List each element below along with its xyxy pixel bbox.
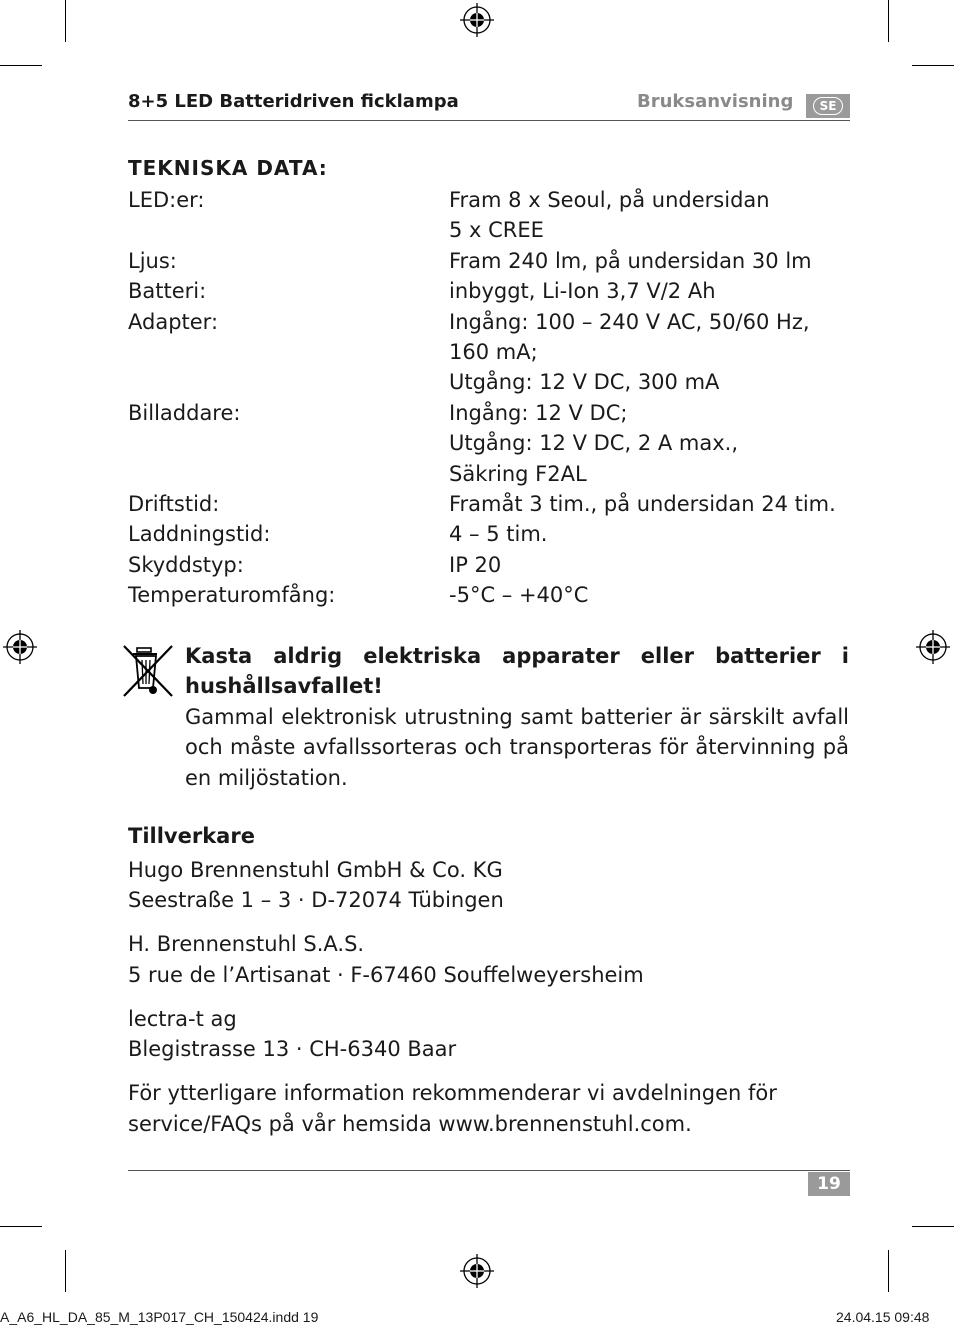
notice-heading: Kasta aldrig elektriska apparater eller batterier i (185, 644, 849, 668)
company-address: Seestraße 1 – 3 · D-72074 Tübingen (128, 888, 504, 912)
language-code: SE (813, 97, 844, 115)
info-text: service/FAQs på vår hemsida www.brennenstuhl.com. (128, 1112, 692, 1136)
spec-value (449, 276, 850, 306)
spec-value (449, 489, 850, 519)
manufacturer-title: Tillverkare (128, 824, 255, 848)
spec-value-line: 5 x CREE (449, 218, 544, 243)
spec-value-line: Säkring F2AL (449, 461, 587, 486)
crop-mark (65, 0, 66, 42)
language-badge (806, 94, 850, 118)
spec-label: Adapter: (128, 309, 219, 334)
crop-mark (65, 1250, 66, 1292)
spec-value-line: 4 – 5 tim. (449, 522, 548, 547)
spec-value (449, 185, 850, 246)
print-slug-file: A_A6_HL_DA_85_M_13P017_CH_150424.indd 19 (0, 1309, 319, 1325)
spec-value-line: Fram 240 lm, på undersidan 30 lm (449, 248, 812, 273)
spec-row (128, 580, 850, 610)
spec-value-line: Ingång: 100 – 240 V AC, 50/60 Hz, (449, 309, 810, 334)
spec-value-line: 160 mA; (449, 340, 538, 365)
registration-mark-icon (916, 630, 950, 664)
notice-body: Gammal elektronisk utrustning samt batterier är särskilt avfall och måste avfallssorteras och transporteras för återvinning på en miljöstation. (185, 704, 849, 790)
crop-mark (0, 1226, 42, 1227)
company-address: 5 rue de l’Artisanat · F-67460 Souffelweyersheim (128, 963, 644, 987)
footer-divider (128, 1170, 850, 1171)
spec-value (449, 580, 850, 610)
specs-title: TEKNISKA DATA: (128, 156, 328, 180)
spec-value-line: Utgång: 12 V DC, 2 A max., (449, 431, 738, 456)
spec-label: Skyddstyp: (128, 552, 244, 577)
spec-label: Laddningstid: (128, 522, 271, 547)
crop-mark (888, 0, 889, 42)
notice-heading: hushållsavfallet! (185, 674, 383, 699)
company-name: H. Brennenstuhl S.A.S. (128, 932, 365, 956)
spec-value-line: Ingång: 12 V DC; (449, 400, 628, 425)
company-address: Blegistrasse 13 · CH-6340 Baar (128, 1037, 457, 1061)
crop-mark (912, 65, 954, 66)
spec-row (128, 185, 850, 246)
page-number: 19 (808, 1172, 850, 1196)
spec-value (449, 398, 850, 489)
company-name: lectra-t ag (128, 1007, 237, 1031)
spec-value-line: inbyggt, Li-Ion 3,7 V/2 Ah (449, 279, 716, 304)
info-text: För ytterligare information rekommenderar vi avdelningen för (128, 1081, 777, 1105)
spec-label: Temperaturomfång: (128, 583, 336, 608)
spec-row (128, 307, 850, 398)
spec-value (449, 550, 850, 580)
crop-mark (912, 1226, 954, 1227)
crossed-bin-icon (122, 644, 174, 698)
specs-table (128, 185, 850, 611)
spec-row (128, 550, 850, 580)
spec-value-line: Fram 8 x Seoul, på undersidan (449, 188, 770, 212)
spec-row (128, 519, 850, 549)
registration-mark-icon (460, 1254, 494, 1288)
spec-label: Driftstid: (128, 492, 220, 517)
header-divider (128, 120, 850, 121)
section-label: Bruksanvisning (637, 91, 794, 112)
spec-value-line: IP 20 (449, 552, 502, 577)
crop-mark (0, 65, 42, 66)
company-name: Hugo Brennenstuhl GmbH & Co. KG (128, 858, 503, 882)
disposal-notice (185, 641, 849, 793)
spec-label: Billaddare: (128, 400, 241, 425)
crop-mark (888, 1250, 889, 1292)
spec-label: Ljus: (128, 248, 177, 273)
spec-label: LED:er: (128, 188, 205, 212)
spec-value (449, 307, 850, 398)
spec-row (128, 276, 850, 306)
spec-row (128, 489, 850, 519)
document-title: 8+5 LED Batteridriven ficklampa (128, 91, 459, 112)
print-slug-date: 24.04.15 09:48 (836, 1309, 930, 1325)
spec-value (449, 519, 850, 549)
spec-row (128, 246, 850, 276)
spec-label: Batteri: (128, 279, 207, 304)
spec-value-line: Utgång: 12 V DC, 300 mA (449, 370, 720, 395)
spec-value (449, 246, 850, 276)
registration-mark-icon (3, 630, 37, 664)
spec-value-line: Framåt 3 tim., på undersidan 24 tim. (449, 492, 836, 517)
spec-row (128, 398, 850, 489)
registration-mark-icon (460, 3, 494, 37)
spec-value-line: -5°C – +40°C (449, 583, 589, 608)
